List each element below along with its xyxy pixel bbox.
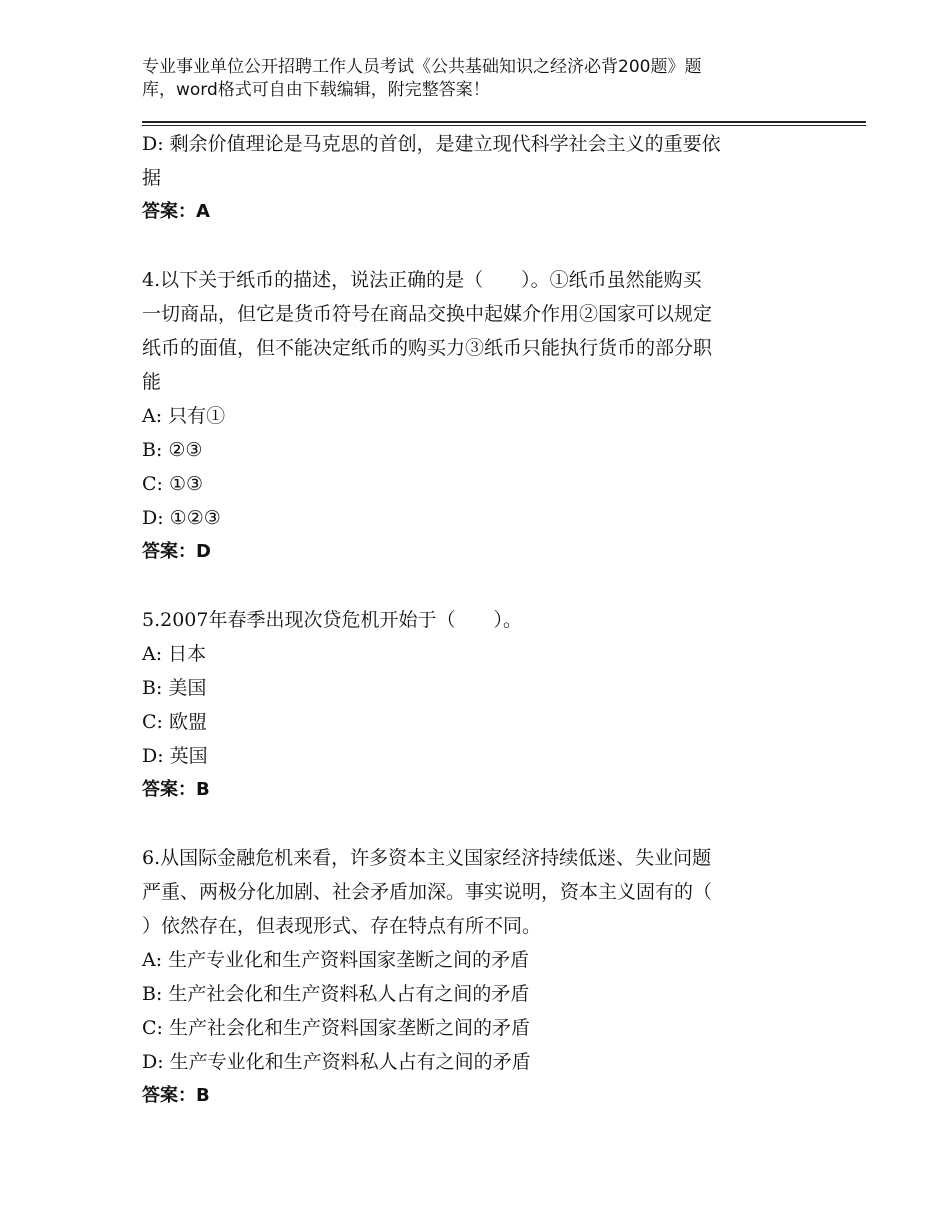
- header-rule-thick: [142, 121, 866, 123]
- header-rule-thin: [142, 125, 866, 126]
- option-c: C: 欧盟: [142, 711, 207, 733]
- answer: 答案：A: [142, 201, 210, 222]
- option-b: B: 生产社会化和生产资料私人占有之间的矛盾: [142, 983, 530, 1005]
- question-stem-continued: 严重、两极分化加剧、社会矛盾加深。事实说明，资本主义固有的（: [142, 881, 713, 903]
- header-title-line-2: 库，word格式可自由下载编辑，附完整答案！: [142, 80, 490, 100]
- answer: 答案：D: [142, 541, 211, 562]
- question-5: [142, 603, 812, 807]
- question-stem: 4.以下关于纸币的描述，说法正确的是（ ）。①纸币虽然能购买: [142, 269, 702, 291]
- option-d: D: 英国: [142, 745, 208, 767]
- spacer: [142, 569, 812, 603]
- option-a: A: 只有①: [142, 405, 226, 427]
- question-6: [142, 841, 812, 1113]
- question-stem-continued: ）依然存在，但表现形式、存在特点有所不同。: [142, 915, 542, 937]
- document-header: [142, 56, 792, 102]
- option-b: B: 美国: [142, 677, 207, 699]
- question-stem-continued: 纸币的面值，但不能决定纸币的购买力③纸币只能执行货币的部分职: [142, 337, 713, 359]
- option-d: D: 生产专业化和生产资料私人占有之间的矛盾: [142, 1051, 531, 1073]
- question-stem: 6.从国际金融危机来看，许多资本主义国家经济持续低迷、失业问题: [142, 847, 712, 869]
- option-d-continued: 据: [142, 167, 162, 189]
- header-title-line-1: 专业事业单位公开招聘工作人员考试《公共基础知识之经济必背200题》题: [142, 57, 702, 77]
- option-b: B: ②③: [142, 439, 203, 461]
- option-c: C: 生产社会化和生产资料国家垄断之间的矛盾: [142, 1017, 530, 1039]
- question-3: [142, 127, 812, 229]
- question-stem-continued: 能: [142, 371, 162, 393]
- option-a: A: 生产专业化和生产资料国家垄断之间的矛盾: [142, 949, 530, 971]
- spacer: [142, 229, 812, 263]
- option-a: A: 日本: [142, 643, 207, 665]
- option-c: C: ①③: [142, 473, 204, 495]
- answer: 答案：B: [142, 779, 210, 800]
- option-d: D: 剩余价值理论是马克思的首创，是建立现代科学社会主义的重要依: [142, 133, 721, 155]
- answer: 答案：B: [142, 1085, 210, 1106]
- spacer: [142, 807, 812, 841]
- option-d: D: ①②③: [142, 507, 221, 529]
- question-4: [142, 263, 812, 569]
- question-stem-continued: 一切商品，但它是货币符号在商品交换中起媒介作用②国家可以规定: [142, 303, 713, 325]
- question-stem: 5.2007年春季出现次贷危机开始于（ ）。: [142, 609, 522, 631]
- question-list: [142, 127, 812, 1113]
